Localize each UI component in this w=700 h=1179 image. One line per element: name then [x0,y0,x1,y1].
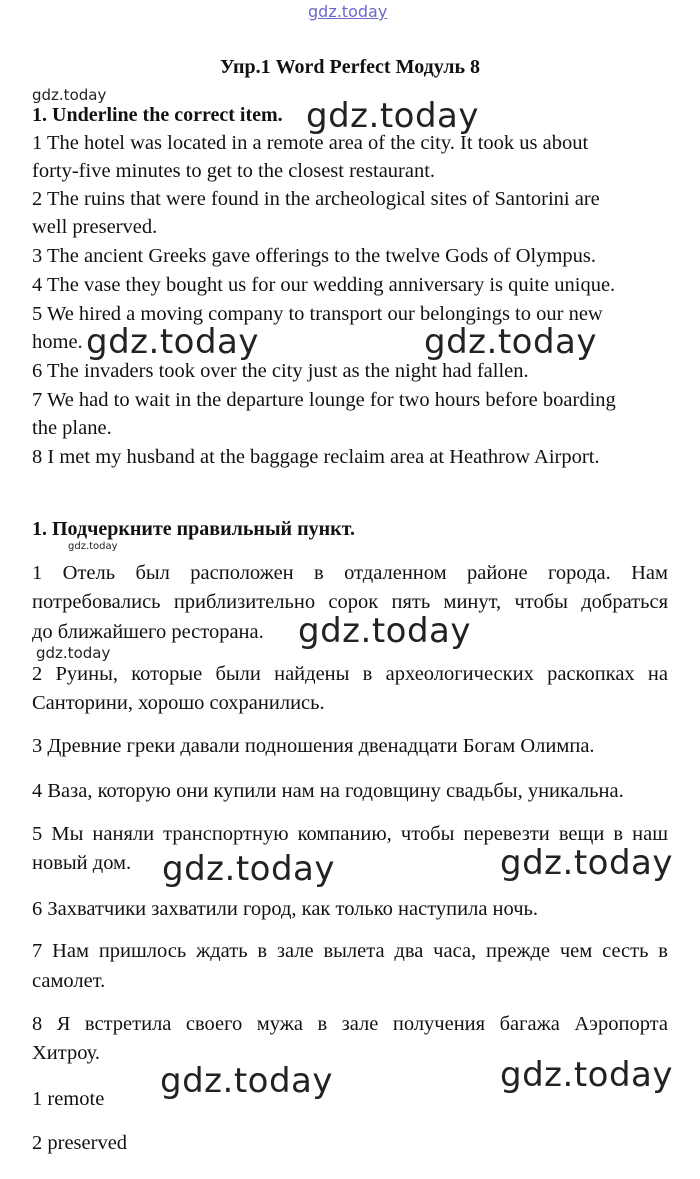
answer-item: 2 preserved [32,1132,128,1154]
russian-line: самолет. [32,970,106,992]
russian-line: 6 Захватчики захватили город, как только наступила ночь. [32,898,539,920]
russian-line: до ближайшего ресторана. [32,621,264,643]
watermark: gdz.today [306,96,479,136]
page-title: Упр.1 Word Perfect Модуль 8 [219,56,481,78]
watermark: gdz.today [86,322,259,362]
russian-line: новый дом. [32,852,132,874]
watermark: gdz.today [32,86,107,104]
english-line: 5 We hired a moving company to transport our belongings to our new [32,303,603,325]
english-line: well preserved. [32,216,158,238]
watermark: gdz.today [160,1061,333,1101]
english-line: 6 The invaders took over the city just as the night had fallen. [32,360,529,382]
english-line: the plane. [32,417,112,439]
russian-line: 4 Ваза, которую они купили нам на годовщину свадьбы, уникальна. [32,780,624,802]
english-line: 2 The ruins that were found in the archeological sites of Santorini are [32,188,600,210]
watermark: gdz.today [424,322,597,362]
watermark: gdz.today [162,849,335,889]
russian-line: 7 Нам пришлось ждать в зале вылета два часа, прежде чем сесть в [32,940,668,962]
russian-line: потребовались приблизительно сорок пять минут, чтобы добраться [32,591,668,613]
answer-item: 1 remote [32,1088,105,1110]
english-line: 1 The hotel was located in a remote area of the city. It took us about [32,132,589,154]
watermark: gdz.today [68,541,118,552]
russian-line: 3 Древние греки давали подношения двенадцати Богам Олимпа. [32,735,595,757]
russian-line: 1 Отель был расположен в отдаленном районе города. Нам [32,562,668,584]
russian-heading: 1. Подчеркните правильный пункт. [32,518,355,540]
english-line: home. [32,331,83,353]
watermark: gdz.today [36,644,111,662]
russian-line: Хитроу. [32,1042,101,1064]
watermark: gdz.today [500,843,673,883]
english-line: 3 The ancient Greeks gave offerings to the twelve Gods of Olympus. [32,245,596,267]
english-line: 8 I met my husband at the baggage reclaim area at Heathrow Airport. [32,446,600,468]
english-line: forty-five minutes to get to the closest restaurant. [32,160,436,182]
watermark: gdz.today [298,611,471,651]
english-line: 7 We had to wait in the departure lounge for two hours before boarding [32,389,616,411]
english-heading: 1. Underline the correct item. [32,104,283,126]
russian-line: 8 Я встретила своего мужа в зале получения багажа Аэропорта [32,1013,668,1035]
russian-line: 5 Мы наняли транспортную компанию, чтобы перевезти вещи в наш [32,823,668,845]
watermark: gdz.today [500,1055,673,1095]
watermark-link-top[interactable]: gdz.today [308,2,388,21]
russian-line: Санторини, хорошо сохранились. [32,692,325,714]
english-line: 4 The vase they bought us for our wedding anniversary is quite unique. [32,274,616,296]
russian-line: 2 Руины, которые были найдены в археологических раскопках на [32,663,668,685]
